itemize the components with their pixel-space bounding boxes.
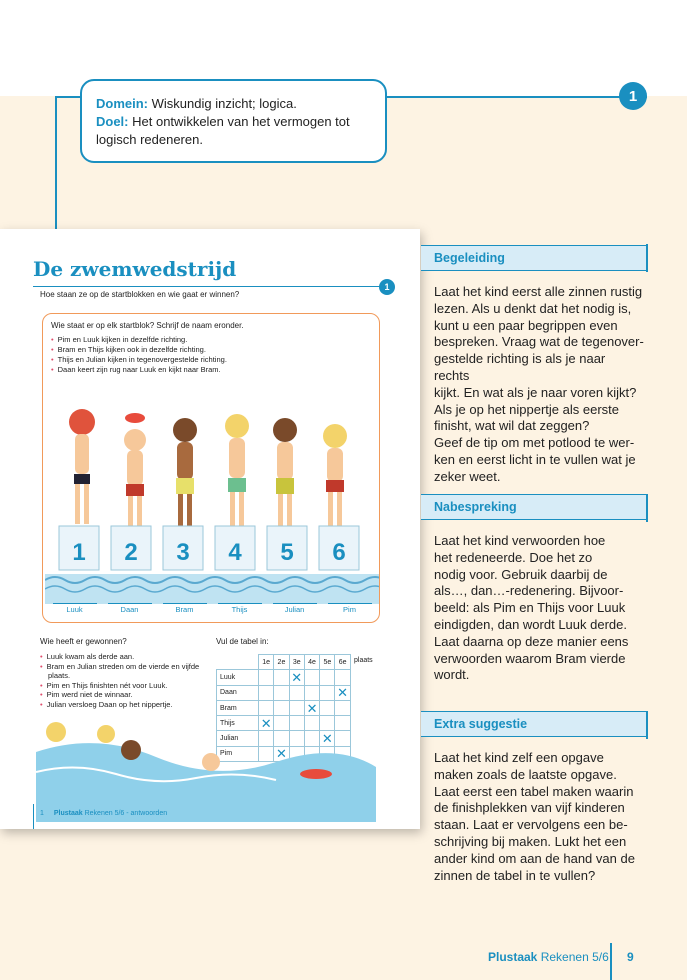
- cross-mark-icon: ✕: [337, 685, 349, 701]
- toy-boat-icon: [300, 769, 332, 779]
- clue-list-finish: [40, 652, 210, 709]
- text-line: Laat het kind zelf een opgave: [434, 750, 604, 765]
- worksheet-title-rule: [33, 286, 385, 287]
- text-line: lezen. Als u denkt dat het nodig is,: [434, 300, 632, 316]
- page-number: 9: [627, 950, 634, 964]
- text-line: als…, dan…-redenering. Bijvoor-: [434, 583, 624, 599]
- row-name: Bram: [217, 700, 259, 715]
- swimmer-1: [69, 409, 95, 524]
- place-header: 1e: [259, 655, 274, 670]
- clue-item: • Thijs en Julian kijken in tegenovergestelde richting.: [51, 355, 227, 365]
- text-line: Als je op het nippertje als eerste: [434, 401, 619, 417]
- text-line: de finishplekken van vijf kinderen: [434, 800, 625, 816]
- answer-name: Pim: [328, 603, 372, 614]
- footer-subject: Rekenen 5/6: [540, 950, 609, 964]
- text-line: finisht, wat wil dat zeggen?: [434, 418, 590, 434]
- swimming-race-illustration: [36, 712, 376, 822]
- start-block-3: [163, 526, 203, 570]
- answer-name: Thijs: [218, 603, 262, 614]
- block-number: 4: [228, 539, 242, 566]
- worksheet-footer-brand: Plustaak: [53, 810, 83, 817]
- clue-item: • Pim en Thijs finishten nét voor Luuk.: [40, 681, 210, 691]
- footer-separator: [610, 943, 612, 980]
- swimmers-on-blocks-illustration: [45, 374, 379, 622]
- text-line: zinnen de tabel in te vullen?: [434, 867, 596, 883]
- block-number: 5: [280, 539, 294, 566]
- worksheet-footer: [40, 810, 167, 817]
- place-cell: [335, 685, 350, 700]
- clue-item: • Julian versloeg Daan op het nippertje.: [40, 700, 210, 710]
- header-rule-vertical: [55, 96, 57, 236]
- table-row: [217, 670, 351, 685]
- domain-text: Wiskundig inzicht; logica.: [151, 96, 297, 111]
- text-line: het redeneerde. Doe het zo: [434, 549, 593, 565]
- text-line: Laat eerst een tabel maken waarin: [434, 783, 634, 799]
- text-line: nodig voor. Gebruik daarbij de: [434, 566, 608, 582]
- swimmer-5: [273, 418, 297, 526]
- swimmer-head: [202, 753, 220, 771]
- cross-mark-icon: ✕: [291, 669, 303, 685]
- places-suffix: plaats: [354, 657, 373, 664]
- worksheet-title: De zwemwedstrijd: [33, 257, 237, 281]
- question-start-blocks: Wie staat er op elk startblok? Schrijf de naam eronder.: [51, 321, 244, 330]
- place-cell: [320, 670, 335, 685]
- place-cell: [289, 670, 304, 685]
- exercise-number-badge: 1: [619, 82, 647, 110]
- text-line: beeld: als Pim en Thijs voor Luuk: [434, 600, 626, 616]
- section-heading-begeleiding: Begeleiding: [421, 245, 647, 271]
- block-number: 1: [72, 539, 86, 566]
- section-heading-extra-suggestie: Extra suggestie: [421, 711, 647, 737]
- start-block-1: [59, 526, 99, 570]
- place-header: 3e: [289, 655, 304, 670]
- place-header: 4e: [304, 655, 319, 670]
- table-instruction: Vul de tabel in:: [216, 637, 269, 646]
- swimmer-head: [46, 722, 66, 742]
- clue-item: • Bram en Julian streden om de vierde en vijfde plaats.: [40, 662, 210, 681]
- text-line: kunt u een paar begrippen even: [434, 317, 618, 333]
- section-text-nabespreking: [434, 533, 644, 684]
- start-block-5: [267, 526, 307, 570]
- domain-label: Domein:: [96, 96, 148, 111]
- worksheet-footer-text: Rekenen 5/6 - antwoorden: [84, 810, 168, 817]
- start-block-2: [111, 526, 151, 570]
- place-cell: [274, 670, 289, 685]
- worksheet-number-badge: 1: [379, 279, 395, 295]
- text-line: kijkt. En wat als je naar voren kijkt?: [434, 384, 637, 400]
- place-cell: [289, 685, 304, 700]
- place-cell: [335, 670, 350, 685]
- place-cell: [304, 685, 319, 700]
- section-text-extra-suggestie: [434, 750, 644, 884]
- text-line: eindigden, dan wordt Luuk derde.: [434, 616, 627, 632]
- clue-list-directions: [51, 335, 227, 375]
- text-line: zeker weet.: [434, 468, 501, 484]
- cross-mark-icon: ✕: [321, 731, 333, 747]
- answer-name: Julian: [273, 603, 317, 614]
- column-rule: [646, 711, 648, 739]
- table-header-row: [217, 655, 351, 670]
- clue-item: • Pim werd niet de winnaar.: [40, 690, 210, 700]
- place-cell: [274, 685, 289, 700]
- worksheet-footer-rule: [33, 804, 34, 829]
- goal-text: Het ontwikkelen van het vermogen tot logisch redeneren.: [96, 114, 350, 147]
- place-cell: [320, 685, 335, 700]
- text-line: gestelde richting is als je naar rechts: [434, 351, 606, 383]
- text-line: maken zoals de laatste opgave.: [434, 766, 617, 782]
- answer-name: Daan: [108, 603, 152, 614]
- row-name: Luuk: [217, 670, 259, 685]
- start-blocks-exercise: [42, 313, 380, 623]
- cross-mark-icon: ✕: [306, 700, 318, 716]
- place-cell: [259, 670, 274, 685]
- column-rule: [646, 494, 648, 522]
- text-line: ander kind om aan de hand van de: [434, 850, 635, 866]
- question-winner: Wie heeft er gewonnen?: [40, 637, 127, 646]
- place-header: 6e: [335, 655, 350, 670]
- answer-name: Luuk: [53, 603, 97, 614]
- block-number: 6: [332, 539, 346, 566]
- row-name: Thijs: [217, 716, 259, 731]
- goal-label: Doel:: [96, 114, 129, 129]
- text-line: Laat het kind eerst alle zinnen rustig: [434, 284, 643, 299]
- block-number: 3: [176, 539, 190, 566]
- row-name: Julian: [217, 731, 259, 746]
- cross-mark-icon: ✕: [275, 746, 287, 762]
- text-line: ken en eerst licht in te vullen wat je: [434, 451, 636, 467]
- text-line: schrijving bij maken. Lukt het een: [434, 833, 627, 849]
- swimmer-head: [97, 725, 115, 743]
- row-name: Daan: [217, 685, 259, 700]
- text-line: Laat het kind verwoorden hoe: [434, 533, 606, 548]
- worksheet-subtitle: Hoe staan ze op de startblokken en wie gaat er winnen?: [40, 290, 240, 299]
- page-footer: [488, 950, 609, 964]
- swimmer-6: [323, 424, 347, 526]
- start-block-6: [319, 526, 359, 570]
- text-line: Laat daarna op deze manier eens: [434, 633, 629, 649]
- worksheet-page-number: 1: [40, 810, 44, 817]
- section-text-begeleiding: [434, 284, 644, 486]
- clue-item: • Luuk kwam als derde aan.: [40, 652, 210, 662]
- place-header: 5e: [320, 655, 335, 670]
- swimmer-head: [121, 740, 141, 760]
- section-heading-nabespreking: Nabespreking: [421, 494, 647, 520]
- text-line: staan. Laat er vervolgens een be-: [434, 817, 628, 833]
- place-header: 2e: [274, 655, 289, 670]
- answer-names-row: [47, 603, 377, 614]
- clue-item: • Pim en Luuk kijken in dezelfde richting.: [51, 335, 227, 345]
- clue-item: • Bram en Thijs kijken ook in dezelfde richting.: [51, 345, 227, 355]
- place-cell: [259, 685, 274, 700]
- clue-item: • Daan keert zijn rug naar Luuk en kijkt naar Bram.: [51, 365, 227, 375]
- swimmer-4: [225, 414, 249, 526]
- answer-name: Bram: [163, 603, 207, 614]
- text-line: Geef de tip om met potlood te wer-: [434, 435, 635, 451]
- start-block-4: [215, 526, 255, 570]
- domain-goal-box: [80, 79, 387, 163]
- cross-mark-icon: ✕: [260, 715, 272, 731]
- swimmer-2: [124, 413, 146, 526]
- text-line: wordt.: [434, 667, 470, 683]
- text-line: verwoorden waarom Bram vierde: [434, 650, 626, 666]
- worksheet-page: [0, 229, 420, 829]
- row-name: Pim: [217, 746, 259, 761]
- place-cell: [304, 670, 319, 685]
- footer-brand: Plustaak: [488, 950, 538, 964]
- text-line: bespreken. Vraag wat de tegenover-: [434, 334, 644, 350]
- swimmer-3: [173, 418, 197, 526]
- block-number: 2: [124, 539, 138, 566]
- table-row: [217, 685, 351, 700]
